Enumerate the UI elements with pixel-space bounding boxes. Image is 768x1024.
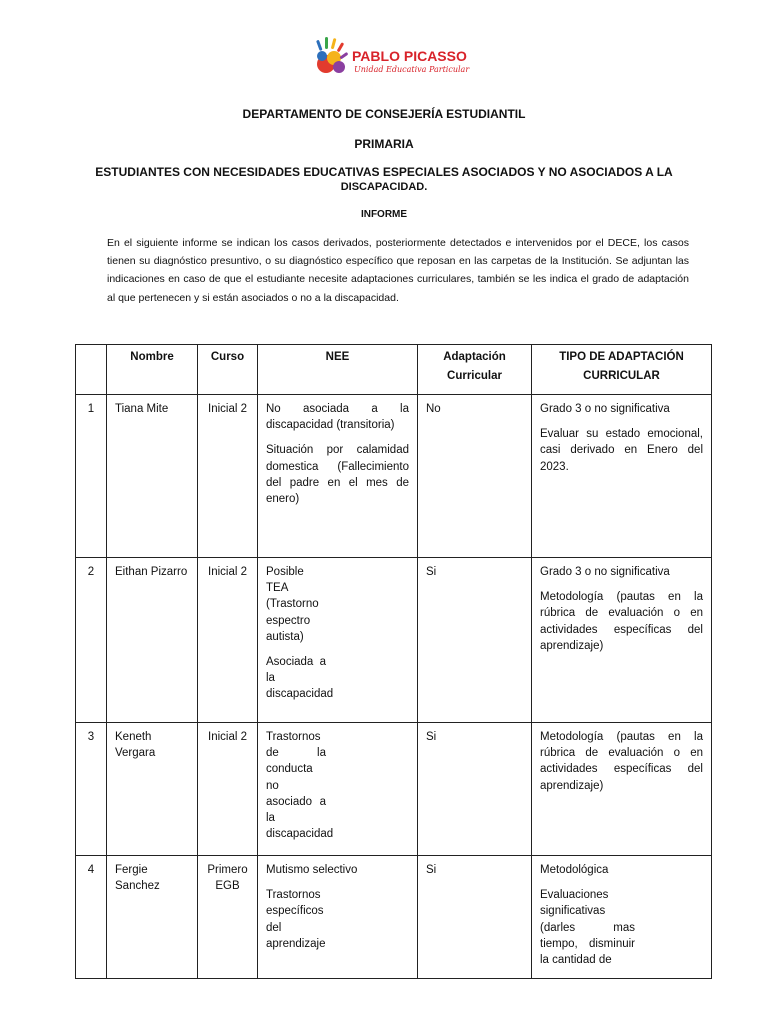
nee-paragraph: Posible TEA (Trastorno espectro autista) (266, 566, 319, 643)
tipo-paragraph: Metodología (pautas en la rúbrica de evaluación o en actividades específicas del aprendizaje) (540, 731, 703, 792)
cell-tipo (532, 558, 712, 723)
nee-paragraph: Asociada a la discapacidad (266, 656, 334, 701)
nee-paragraph: Mutismo selectivo (266, 864, 358, 876)
department-title: DEPARTAMENTO DE CONSEJERÍA ESTUDIANTIL (242, 107, 526, 121)
logo-brand: PABLO PICASSO (352, 48, 467, 64)
cell-adaptacion: Si (418, 558, 532, 723)
table-row (76, 395, 712, 558)
cell-curso: Inicial 2 (198, 558, 258, 723)
tipo-paragraph: Metodológica (540, 864, 609, 876)
tipo-paragraph: Grado 3 o no significativa (540, 566, 670, 578)
table-row (76, 558, 712, 723)
cell-curso: Inicial 2 (198, 723, 258, 856)
cell-num: 4 (76, 856, 107, 979)
header-adaptacion: Adaptación Curricular (418, 345, 532, 395)
cell-nee (258, 395, 418, 558)
cell-num: 3 (76, 723, 107, 856)
cell-nee (258, 723, 418, 856)
cell-curso: Primero EGB (198, 856, 258, 979)
tipo-paragraph: Evaluaciones significativas (darles mas tiempo, disminuir la cantidad de (540, 889, 635, 967)
report-label: INFORME (360, 209, 408, 220)
intro-paragraph: En el siguiente informe se indican los casos derivados, posteriormente detectados e intervenidos por el DECE, los casos tienen su diagnóstico presuntivo, o su diagnóstico específico que reposan en las carpetas de la Institución. Se adjuntan las indicaciones en caso de que el estudiante necesite adaptaciones curriculares, también se les indica el grado de adaptación al que pertenecen y si están asociados o no a la discapacidad. (107, 237, 689, 304)
cell-curso: Inicial 2 (198, 395, 258, 558)
cell-adaptacion: Si (418, 856, 532, 979)
tipo-paragraph: Metodología (pautas en la rúbrica de evaluación o en actividades específicas del aprendizaje) (540, 591, 703, 652)
nee-paragraph: Trastornos de la conducta no asociado a la discapacidad (266, 731, 334, 841)
cell-tipo (532, 395, 712, 558)
nee-paragraph: Trastornos específicos del aprendizaje (266, 889, 326, 950)
tipo-paragraph: Grado 3 o no significativa (540, 403, 670, 415)
level-title: PRIMARIA (354, 137, 414, 151)
table-header-row (76, 345, 712, 395)
tipo-paragraph: Evaluar su estado emocional, casi derivado en Enero del 2023. (540, 428, 703, 473)
nee-paragraph: No asociada a la discapacidad (transitoria) (266, 403, 409, 432)
cell-nombre: Eithan Pizarro (107, 558, 198, 723)
header-tipo: TIPO DE ADAPTACIÓN CURRICULAR (532, 345, 712, 395)
cell-num: 1 (76, 395, 107, 558)
report-title-line1: ESTUDIANTES CON NECESIDADES EDUCATIVAS ESPECIALES ASOCIADOS Y NO ASOCIADOS A LA (95, 165, 673, 179)
cell-tipo (532, 856, 712, 979)
cell-nombre: Keneth Vergara (107, 723, 198, 856)
header-nombre: Nombre (107, 345, 198, 395)
cell-tipo (532, 723, 712, 856)
cell-nee (258, 558, 418, 723)
table-row (76, 856, 712, 979)
cell-nombre: Tiana Mite (107, 395, 198, 558)
cell-nee (258, 856, 418, 979)
cell-nombre: Fergie Sanchez (107, 856, 198, 979)
cell-adaptacion: Si (418, 723, 532, 856)
table-row (76, 723, 712, 856)
cell-num: 2 (76, 558, 107, 723)
logo-subtitle: Unidad Educativa Particular (354, 65, 470, 74)
students-table (75, 344, 712, 979)
header-nee: NEE (258, 345, 418, 395)
cell-adaptacion: No (418, 395, 532, 558)
header-curso: Curso (198, 345, 258, 395)
report-title-line2: DISCAPACIDAD. (340, 181, 428, 193)
nee-paragraph: Situación por calamidad domestica (Fallecimiento del padre en el mes de enero) (266, 444, 409, 506)
header-num (76, 345, 107, 395)
